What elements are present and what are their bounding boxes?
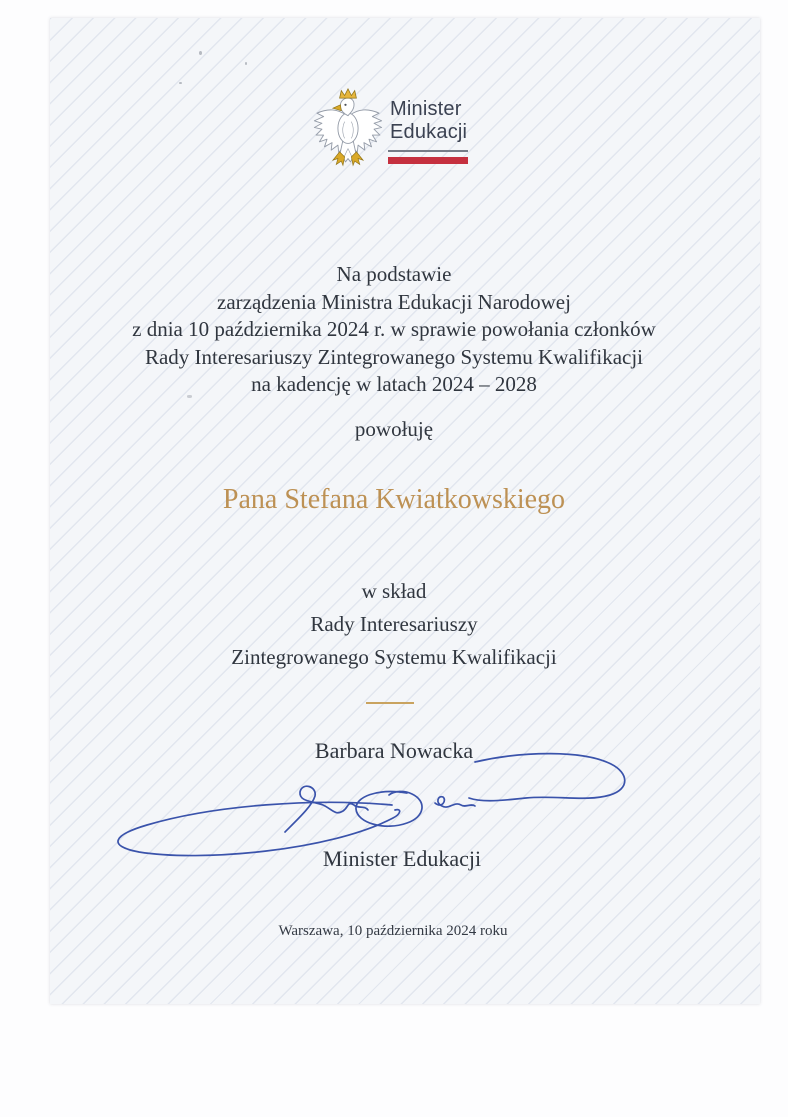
legal-basis-paragraph <box>50 261 738 399</box>
place-date: Warszawa, 10 października 2024 roku <box>278 923 508 939</box>
ministry-logo-text <box>390 98 467 144</box>
scan-speck <box>179 82 182 84</box>
legal-basis-line: zarządzenia Ministra Edukacji Narodowej <box>217 289 571 314</box>
signer-name: Barbara Nowacka <box>314 738 474 763</box>
membership-line: Zintegrowanego Systemu Kwalifikacji <box>231 645 557 669</box>
logo-red-bar <box>388 157 468 164</box>
membership-line: Rady Interesariuszy <box>310 612 478 636</box>
membership-paragraph <box>50 575 738 674</box>
legal-basis-line: z dnia 10 października 2024 r. w sprawie powołania członków <box>132 317 656 341</box>
ministry-logo-line2: Edukacji <box>390 121 468 143</box>
legal-basis-line: Na podstawie <box>336 262 452 286</box>
logo-gray-rule <box>388 150 468 152</box>
membership-line: w skład <box>361 579 427 603</box>
scan-speck <box>245 62 247 65</box>
polish-eagle-icon <box>306 88 390 172</box>
appointment-word: powołuję <box>354 417 434 441</box>
scan-speck <box>199 51 202 55</box>
appointee-name: Pana Stefana Kwiatkowskiego <box>222 484 566 515</box>
document-page <box>50 18 760 1004</box>
legal-basis-line: na kadencję w latach 2024 – 2028 <box>251 372 537 396</box>
ministry-logo-line1: Minister <box>390 98 462 120</box>
legal-basis-line: Rady Interesariuszy Zintegrowanego Systemu Kwalifikacji <box>144 344 644 369</box>
signer-title: Minister Edukacji <box>322 846 482 871</box>
gold-divider <box>366 702 414 704</box>
